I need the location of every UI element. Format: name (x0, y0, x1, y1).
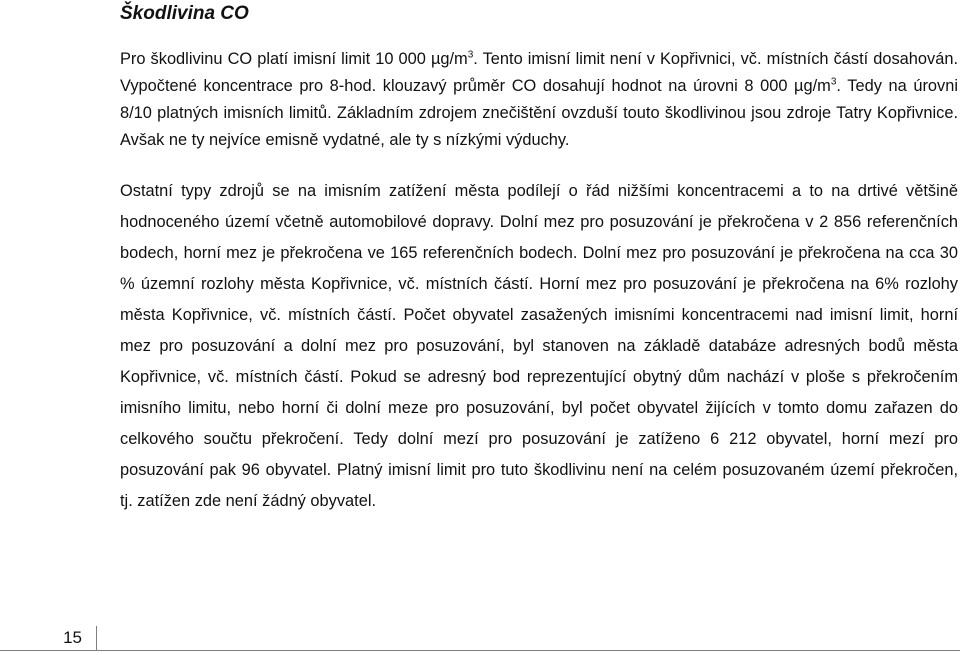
paragraph-co-limit-text-b: . Tento imisní limit není v Kopřivnici, vč. místních částí dosahován. Vypočtené koncentrace pro 8-hod. klouzavý průměr CO dosahují hodnot na úrovni 8 000 µg/m (120, 50, 958, 95)
page-number: 15 (63, 628, 82, 647)
paragraph-co-limit-text-c: . Tedy na úrovni 8/10 platných imisních limitů. Základním zdrojem znečištění ovzduší touto škodlivinou jsou zdroje Tatry Kopřivnice. Avšak ne ty nejvíce emisně vydatné, ale ty s nízkými výduchy. (120, 77, 958, 149)
paragraph-co-limit (120, 46, 958, 154)
footer-rule (0, 650, 960, 651)
paragraph-co-limit-text-a: Pro škodlivinu CO platí imisní limit 10 000 µg/m (120, 50, 468, 68)
page-number-box (0, 626, 97, 650)
section-heading: Škodlivina CO (120, 3, 249, 24)
superscript-3: 3 (467, 49, 474, 61)
superscript-3: 3 (830, 76, 837, 88)
paragraph-other-sources: Ostatní typy zdrojů se na imisním zatížení města podílejí o řád nižšími koncentracemi a to na drtivé většině hodnoceného území včetně automobilové dopravy. Dolní mez pro posuzování je překročena v 2 856 referenčních bodech, horní mez je překročena ve 165 referenčních bodech. Dolní mez pro posuzování je překročena na cca 30 % územní rozlohy města Kopřivnice, vč. místních částí. Horní mez pro posuzování je překročena na 6% rozlohy města Kopřivnice, vč. místních částí. Počet obyvatel zasažených imisními koncentracemi nad imisní limit, horní mez pro posuzování a dolní mez pro posuzování, byl stanoven na základě databáze adresných bodů města Kopřivnice, vč. místních částí. Pokud se adresný bod reprezentující obytný dům nachází v ploše s překročením imisního limitu, nebo horní či dolní meze pro posuzování, byl počet obyvatel žijících v tomto domu zařazen do celkového součtu překročení. Tedy dolní mezí pro posuzování je zatíženo 6 212 obyvatel, horní mezí pro posuzování pak 96 obyvatel. Platný imisní limit pro tuto škodlivinu není na celém posuzovaném území překročen, tj. zatížen zde není žádný obyvatel. (120, 182, 958, 510)
